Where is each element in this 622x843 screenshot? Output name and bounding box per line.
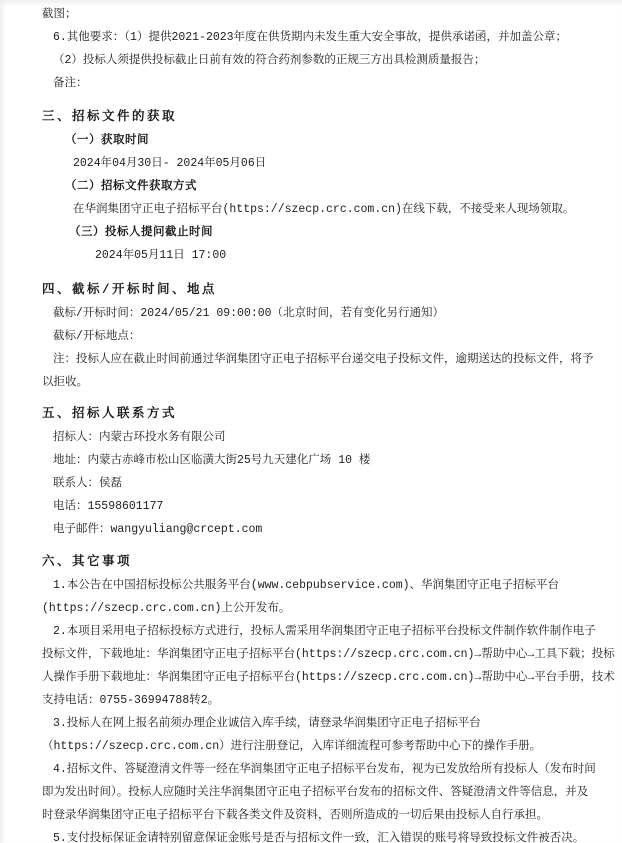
other-item4-line3: 时登录华润集团守正电子招标平台下载各类文件及资料，否则所造成的一切后果由投标人自行承担。 (42, 809, 548, 822)
acquisition-method-value: 在华润集团守正电子招标平台(https://szecp.crc.com.cn)在线下载，不接受来人现场领取。 (73, 203, 575, 216)
section-heading-bid-opening: 四、截标/开标时间、地点 (42, 283, 218, 297)
other-item1-line2: (https://szecp.crc.com.cn)上公开发布。 (42, 602, 291, 615)
other-item3-line1: 3.投标人在网上报名前须办理企业诚信入库手续，请登录华润集团守正电子招标平台 (53, 717, 481, 730)
section-tenderer-contact (0, 403, 622, 541)
other-item1-line1: 1.本公告在中国招标投标公共服务平台(www.cebpubservice.com)、华润集团守正电子招标平台 (53, 579, 560, 592)
other-item2-line3: 人操作手册下载地址：华润集团守正电子招标平台(https://szecp.crc.com.cn)→帮助中心→平台手册，技术 (42, 671, 615, 684)
other-item4-line1: 4.招标文件、答疑澄清文件等一经在华润集团守正电子招标平台发布，视为已发放给所有投标人（发布时间 (53, 763, 596, 776)
section-heading-contact: 五、招标人联系方式 (42, 407, 178, 421)
other-item2-line1: 2.本项目采用电子招标投标方式进行，投标人需采用华润集团守正电子招标平台投标文件制作软件制作电子 (53, 625, 596, 638)
question-deadline-value: 2024年05月11日 17:00 (95, 249, 227, 262)
tenderer-address: 地址：内蒙古赤峰市松山区临潢大街25号九天建化广场 10 楼 (53, 454, 371, 467)
section-bid-opening (0, 279, 622, 394)
contact-phone: 电话：15598601177 (53, 500, 164, 513)
contact-person: 联系人：侯磊 (53, 477, 122, 490)
bid-opening-note-line2: 以拒收。 (42, 376, 88, 389)
section-document-acquisition (0, 106, 622, 267)
bid-opening-place: 截标/开标地点： (53, 330, 141, 343)
other-item2-line4: 支持电话：0755-36994788转2。 (42, 694, 220, 707)
other-requirements-line1: 6.其他要求：（1）提供2021-2023年度在供货期内未发生重大安全事故，提供承诺函，并加盖公章； (53, 31, 568, 44)
question-deadline-title: （三）投标人提问截止时间 (69, 226, 213, 239)
preamble-section (0, 3, 622, 95)
other-item4-line2: 即为发出时间）。投标人应随时关注华润集团守正电子招标平台发布的招标文件、答疑澄清文件等信息，并及 (42, 786, 589, 799)
acquisition-time-title: （一）获取时间 (65, 134, 149, 147)
section-other-matters (0, 551, 622, 843)
screenshot-label: 截图； (42, 8, 77, 21)
acquisition-time-value: 2024年04月30日- 2024年05月06日 (73, 157, 267, 170)
other-item3-line2: （https://szecp.crc.com.cn）进行注册登记，入库详细流程可参考帮助中心下的操作手册。 (42, 740, 542, 753)
contact-email: 电子邮件：wangyuliang@crcept.com (53, 523, 263, 536)
other-item2-line2: 投标文件，下载地址：华润集团守正电子招标平台(https://szecp.crc.com.cn)→帮助中心→工具下载；投标 (42, 648, 615, 661)
section-heading-other: 六、其它事项 (42, 555, 133, 569)
acquisition-method-title: （二）招标文件获取方式 (65, 180, 197, 193)
other-requirements-line2: （2）投标人须提供投标截止日前有效的符合药剂参数的正规三方出具检测质量报告； (53, 54, 486, 67)
tenderer-name: 招标人：内蒙古环投水务有限公司 (53, 431, 226, 444)
remark-label: 备注： (53, 77, 88, 90)
section-heading-acquisition: 三、招标文件的获取 (42, 110, 178, 124)
other-item5-line1: 5.支付投标保证金请特别留意保证金账号是否与招标文件一致，汇入错误的账号将导致投标文件被否决。 (53, 832, 585, 843)
bid-opening-time: 截标/开标时间：2024/05/21 09:00:00（北京时间，若有变化另行通知） (53, 307, 445, 320)
bid-opening-note-line1: 注：投标人应在截止时间前通过华润集团守正电子招标平台递交电子投标文件，逾期送达的投标文件，将予 (53, 353, 594, 366)
